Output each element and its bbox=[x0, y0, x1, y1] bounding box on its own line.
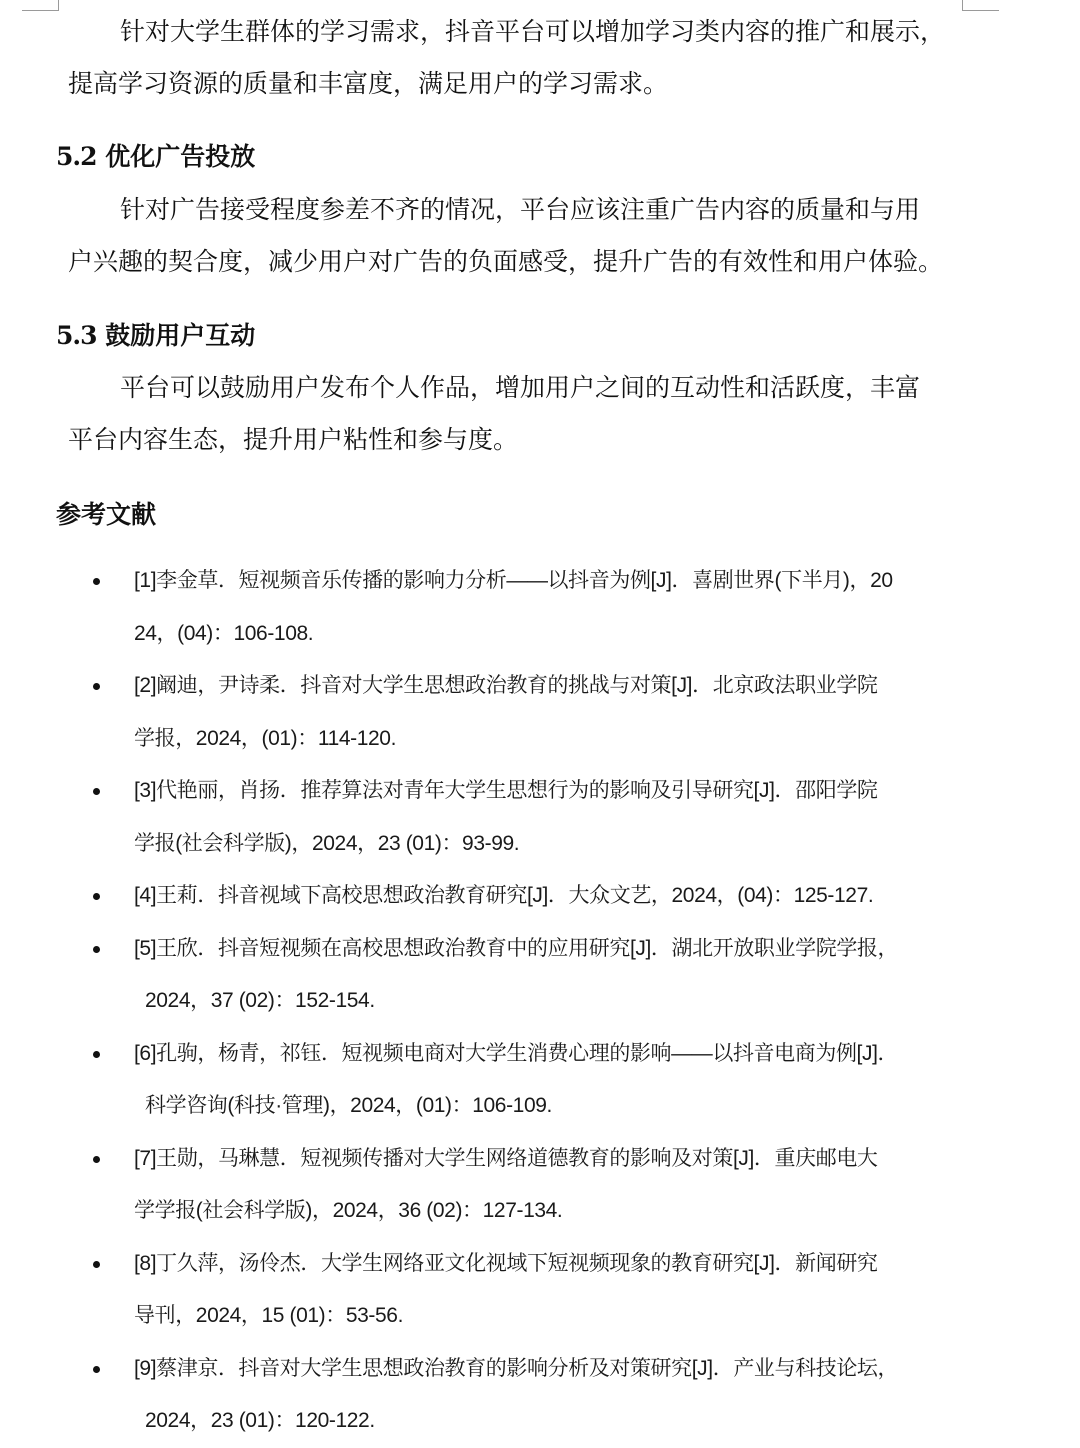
bullet-icon bbox=[93, 1366, 100, 1373]
reference-line: 2024，23 (01)：120-122. bbox=[145, 1409, 375, 1432]
section-title: 鼓励用户互动 bbox=[105, 321, 256, 350]
reference-line: 24，(04)：106-108. bbox=[134, 621, 314, 645]
paragraph-line: 针对广告接受程度参差不齐的情况，平台应该注重广告内容的质量和与用 bbox=[120, 195, 921, 224]
paragraph-line: 平台内容生态，提升用户粘性和参与度。 bbox=[68, 425, 519, 454]
bullet-icon bbox=[93, 946, 100, 953]
reference-list bbox=[0, 555, 1080, 1448]
reference-line: 学学报(社会科学版)，2024，36 (02)：127-134. bbox=[134, 1199, 563, 1222]
reference-item bbox=[0, 660, 964, 765]
section-5-2-paragraph bbox=[68, 184, 968, 288]
section-heading-5-2 bbox=[56, 140, 255, 174]
reference-line: 学报(社会科学版)，2024，23 (01)：93-99. bbox=[134, 831, 520, 855]
reference-item bbox=[0, 555, 964, 660]
references-heading: 参考文献 bbox=[56, 500, 157, 529]
reference-line: [1]李金草．短视频音乐传播的影响力分析——以抖音为例[J]．喜剧世界(下半月)，20 bbox=[134, 569, 893, 592]
bullet-icon bbox=[93, 578, 100, 585]
bullet-icon bbox=[93, 1261, 100, 1268]
bullet-icon bbox=[93, 1156, 100, 1163]
reference-line: [3]代艳丽，肖扬．推荐算法对青年大学生思想行为的影响及引导研究[J]．邵阳学院 bbox=[134, 779, 878, 802]
reference-line: [8]丁久萍，汤伶杰．大学生网络亚文化视域下短视频现象的教育研究[J]．新闻研究 bbox=[134, 1251, 878, 1275]
reference-line: 学报，2024，(01)：114-120. bbox=[134, 726, 397, 750]
reference-line: [5]王欣．抖音短视频在高校思想政治教育中的应用研究[J]．湖北开放职业学院学报， bbox=[134, 936, 899, 960]
reference-item bbox=[0, 923, 964, 1028]
reference-line: [7]王勋，马琳慧．短视频传播对大学生网络道德教育的影响及对策[J]．重庆邮电大 bbox=[134, 1146, 878, 1170]
reference-item bbox=[0, 870, 964, 923]
reference-line: [4]王莉．抖音视域下高校思想政治教育研究[J]．大众文艺，2024，(04)：125-127. bbox=[134, 884, 874, 907]
paragraph-line: 平台可以鼓励用户发布个人作品，增加用户之间的互动性和活跃度，丰富 bbox=[120, 373, 921, 402]
reference-line: [6]孔驹，杨青，祁钰．短视频电商对大学生消费心理的影响——以抖音电商为例[J]． bbox=[134, 1041, 899, 1065]
paragraph-line: 提高学习资源的质量和丰富度，满足用户的学习需求。 bbox=[68, 69, 669, 98]
paragraph-line: 户兴趣的契合度，减少用户对广告的负面感受，提升广告的有效性和用户体验。 bbox=[68, 247, 944, 276]
reference-line: [2]阚迪，尹诗柔．抖音对大学生思想政治教育的挑战与对策[J]．北京政法职业学院 bbox=[134, 674, 878, 697]
reference-line: 导刊，2024，15 (01)：53-56. bbox=[134, 1304, 403, 1327]
reference-line: 科学咨询(科技·管理)，2024，(01)：106-109. bbox=[145, 1094, 552, 1117]
reference-item bbox=[0, 765, 964, 870]
section-5-3-paragraph bbox=[68, 362, 968, 466]
bullet-icon bbox=[93, 893, 100, 900]
reference-line: [9]蔡津京．抖音对大学生思想政治教育的影响分析及对策研究[J]．产业与科技论坛， bbox=[134, 1356, 899, 1380]
paragraph-line: 针对大学生群体的学习需求，抖音平台可以增加学习类内容的推广和展示， bbox=[120, 17, 946, 46]
section-number: 5.2 bbox=[56, 142, 97, 171]
bullet-icon bbox=[93, 788, 100, 795]
reference-item bbox=[0, 1133, 964, 1238]
reference-line: 2024，37 (02)：152-154. bbox=[145, 989, 375, 1012]
section-heading-5-3 bbox=[56, 319, 255, 353]
bullet-icon bbox=[93, 683, 100, 690]
reference-item bbox=[0, 1028, 964, 1133]
section-title: 优化广告投放 bbox=[105, 142, 256, 171]
bullet-icon bbox=[93, 1051, 100, 1058]
reference-item bbox=[0, 1343, 964, 1448]
crop-mark-left bbox=[22, 0, 59, 11]
reference-item bbox=[0, 1238, 964, 1343]
intro-paragraph bbox=[68, 6, 968, 110]
section-number: 5.3 bbox=[56, 321, 97, 350]
